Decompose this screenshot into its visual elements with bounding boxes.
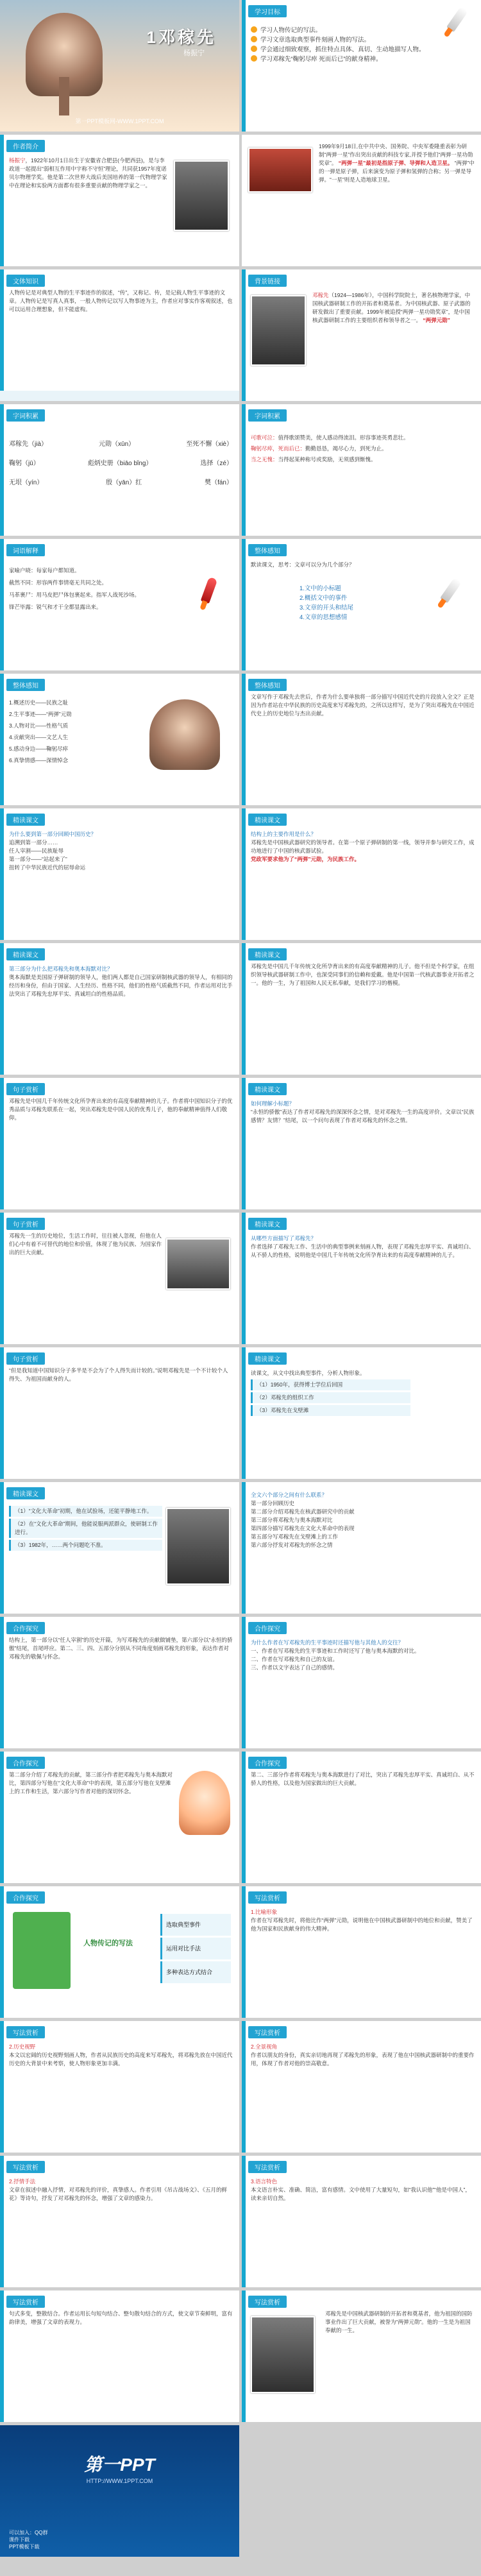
slide-tag: 精读课文 <box>248 814 287 826</box>
slide-stripe <box>242 2156 246 2287</box>
writing-content <box>251 2043 475 2068</box>
slide-stripe <box>0 1752 4 1883</box>
vocab-word: 樊（fán） <box>205 479 233 486</box>
slide-explore-1[interactable] <box>0 1617 239 1748</box>
slide-stripe <box>0 943 4 1075</box>
explore-item: 一、作者在写邓稼先的生平事迹和工作时还写了他与奥本海默的对比。 <box>251 1648 420 1654</box>
hint-item: 3.文章的开头和结尾 <box>300 604 353 611</box>
reading-item: 任人宰割——民族耻辱 <box>9 848 64 854</box>
slide-stripe <box>242 1752 246 1883</box>
writing-content <box>9 2178 233 2203</box>
slide-explore-2[interactable] <box>242 1617 481 1748</box>
slide-stripe <box>242 1347 246 1479</box>
vocab-rows <box>9 435 233 493</box>
genre-text: 人物传记是对典型人物的生平事迹作的叙述，“传”，又称记、传，是记载人物生平事迹的文章。人物传记是写真人真事，一般人物传记以写人物事迹为主，作者应对事实作客观叙述，也可以运用合理想象，但不能虚构。 <box>9 289 233 312</box>
vocab-word: 殷（yān）红 <box>106 479 142 486</box>
reading-content <box>251 830 475 864</box>
slide-footer-bar <box>0 391 239 401</box>
explore-text: 结构上，第一部分以“任人宰割”的历史开篇，为写邓稼先的贡献做铺垫，第六部分以“永恒的骄傲”结尾，首尾呼应。第二、三、四、五部分分别从不同角度刻画邓稼先的形象，表达作者对邓稼先的敬佩与怀念。 <box>9 1637 233 1660</box>
slide-tag: 写法赏析 <box>248 2161 287 2173</box>
slide-tag: 合作探究 <box>248 1757 287 1769</box>
explore-question: 为什么作者在写邓稼先的生平事迹时还描写他与其他人的交往？ <box>251 1639 404 1646</box>
vocab-word: 无垠（yín） <box>9 479 44 486</box>
slide-tag: 精读课文 <box>248 1352 287 1365</box>
vocab-defs <box>251 432 475 465</box>
event-item: （3）1982年，……两个问题吃不准。 <box>9 1540 162 1551</box>
slide-tag: 精读课文 <box>248 1218 287 1230</box>
sentence-text: 邓稼先是中国几千年传统文化所孕育出来的有高度奉献精神的儿子。作者将中国知识分子的优秀品质与邓稼先联系在一起，突出邓稼先是中国人民的优秀儿子，他的奉献精神值得人们敬仰。 <box>9 1098 233 1121</box>
writing-text: 文章在叙述中融入抒情，对邓稼先的评价，真挚感人。作者引用《吊古战场文》、《五月的鲜花》等诗句，抒发了对邓稼先的怀念，增强了文章的感染力。 <box>9 2187 228 2201</box>
ad-line: PPT模板下载 <box>9 2544 40 2550</box>
objective-item: 学习人物传记的写法。 <box>260 27 322 34</box>
explore-text: 第二、三部分作者将邓稼先与奥本海默进行了对比，突出了邓稼先忠厚平实、真诚坦白、从不骄人的性格，以及他为国家做出的巨大贡献。 <box>251 1771 475 1786</box>
slide-stripe <box>0 539 4 670</box>
reading-content <box>251 1369 410 1418</box>
vocab-word: 彪炳史册（biāo bǐng） <box>87 460 153 467</box>
slide-overview-2[interactable] <box>0 674 239 805</box>
slide-tag: 合作探究 <box>6 1891 45 1904</box>
slide-structure-question[interactable] <box>242 1482 481 1614</box>
diagram-item: 运用对比手法 <box>160 1938 231 1959</box>
mushroom-cloud-image <box>179 1771 230 1835</box>
vocab-def: 当得起某种称号或奖励，无须感到惭愧。 <box>278 456 376 463</box>
slide-ad[interactable] <box>0 2425 239 2557</box>
deng-photo <box>166 1508 230 1585</box>
slide-sentence-2[interactable] <box>0 1213 239 1344</box>
reading-item: 第一部分——“站起来了” <box>9 856 67 862</box>
slide-stripe <box>0 1213 4 1344</box>
objectives-list <box>251 26 475 64</box>
section-item: 6.真挚情感——深情悼念 <box>9 757 69 763</box>
slide-tag: 句子赏析 <box>6 1218 45 1230</box>
background-text-2: “两弹”中的一弹是原子弹，后来演变为原子弹和氢弹的合称；另一弹是导弹。“一星”则是人造地球卫星。 <box>319 160 475 183</box>
bullet-icon <box>251 36 257 42</box>
slide-stripe <box>242 808 246 940</box>
vocab-def: 值得歌颂赞美，使人感动得流泪。形容事迹英勇悲壮。 <box>278 434 409 441</box>
slide-stripe <box>242 674 246 805</box>
writing-text: 邓稼先是中国核武器研制的开拓者和奠基者，他为祖国的国防事业作出了巨大贡献，被誉为“两弹元勋”。他的一生是为祖国奉献的一生。 <box>325 2310 473 2333</box>
overview-question: 默读课文，思考：文章可以分为几个部分？ <box>251 561 355 568</box>
writing-title: 1.比喻形象 <box>251 1909 278 1915</box>
ad-line: 课件下载 <box>9 2537 30 2543</box>
slide-author-intro[interactable] <box>0 135 239 266</box>
reading-answer: 追溯到第一部分…… <box>9 839 58 846</box>
slide-objectives[interactable] <box>242 0 481 132</box>
slide-explore-5[interactable] <box>0 1886 239 2018</box>
slide-overview-1[interactable] <box>242 539 481 670</box>
slide-word-explain[interactable] <box>0 539 239 670</box>
writing-title: 2.历史视野 <box>9 2043 36 2050</box>
hint-item: 2.概括文中的事件 <box>300 595 348 602</box>
diagram-item: 选取典型事件 <box>160 1914 231 1936</box>
slide-tag: 合作探究 <box>248 1622 287 1634</box>
ad-line: 可以加入：QQ群 <box>9 2530 48 2536</box>
word-explain-item: 家喻户晓：每家每户都知道。 <box>9 567 80 574</box>
slide-sentence-3[interactable] <box>0 1347 239 1479</box>
deng-bio-text: （1924—1986年），中国科学院院士，著名核物理学家，中国核武器研制工作的开拓者和奠基者。为中国核武器、原子武器的研发做出了重要贡献。1999年被追授“两弹一星功勋奖章”，是中国核武器研制工作的主要组织者和领导者之一。 <box>312 292 471 323</box>
slide-tag: 合作探究 <box>6 1757 45 1769</box>
slide-tag: 字词积累 <box>6 409 45 422</box>
vocab-term: 可歌可泣： <box>251 434 278 441</box>
slide-reading-1[interactable] <box>0 808 239 940</box>
overview-hints <box>300 584 417 622</box>
slide-title-text: 1邓稼先 <box>146 28 216 47</box>
diagram-item: 多种表达方式结合 <box>160 1961 231 1983</box>
structure-item: 第一部分回顾历史 <box>251 1500 295 1506</box>
reading-question: 如何理解小标题？ <box>251 1100 295 1107</box>
slide-author: 杨振宁 <box>183 49 205 57</box>
slide-stripe <box>242 2021 246 2153</box>
reading-text: “永恒的骄傲”表达了作者对邓稼先的深深怀念之情，是对邓稼先一生的高度评价。文章以“民族感情？友情？”结尾，以一个问句表现了作者对邓稼先的怀念之情。 <box>251 1109 475 1123</box>
slide-stripe <box>0 2290 4 2422</box>
reading-text: 作者选择了邓稼先工作、生活中的典型事例来刻画人物，表现了邓稼先忠厚平实、真诚坦白、从不骄人的性格，说明他是中国几千年传统文化所孕育出来的有高度奉献精神的儿子。 <box>251 1243 475 1258</box>
slide-stripe <box>0 2156 4 2287</box>
slide-tag: 句子赏析 <box>6 1083 45 1095</box>
author-photo <box>174 160 229 231</box>
section-item: 2.生平事迹——“两弹”元勋 <box>9 711 72 717</box>
structure-item: 第三部分将邓稼先与奥本海默对比 <box>251 1517 333 1523</box>
slide-tag: 合作探究 <box>6 1622 45 1634</box>
slide-stripe <box>242 404 246 536</box>
slide-tag: 文体知识 <box>6 275 45 287</box>
hint-item: 1.文中的小标题 <box>300 585 341 592</box>
structure-content <box>251 1491 475 1549</box>
slide-tag: 背景链接 <box>248 275 287 287</box>
slide-stripe <box>0 404 4 536</box>
explore-item: 三、作者以文字表达了自己的感情。 <box>251 1664 339 1671</box>
structure-item: 第五部分写邓稼先在戈壁滩上的工作 <box>251 1533 339 1540</box>
slide-tag: 写法赏析 <box>248 2026 287 2038</box>
slide-stripe <box>0 269 4 401</box>
slide-stripe <box>242 269 246 401</box>
slide-stripe <box>242 1213 246 1344</box>
slide-tag: 写法赏析 <box>6 2026 45 2038</box>
word-explain-item: 马革裹尸：用马皮把尸体包裹起来。指军人战死沙场。 <box>9 592 140 598</box>
slide-explore-4[interactable] <box>242 1752 481 1883</box>
slide-writing-4[interactable] <box>0 2156 239 2287</box>
slide-tag: 整体感知 <box>248 544 287 556</box>
reading-text: 奥本海默是美国原子弹研制的领导人，他们两人都是自己国家研制核武器的领导人，有相同的经历和身份，但由于国家、人生经历、性格不同，他们的性格气质截然不同，作者运用对比手法突出了邓稼先忠厚平实、真诚坦白的性格品质。 <box>9 974 233 997</box>
section-item: 3.人物对比——性格气质 <box>9 722 69 729</box>
deng-bio <box>312 291 475 325</box>
ceremony-photo <box>248 148 312 192</box>
reading-text: 邓稼先是中国核武器研究的领导者。在第一个原子弹研制的第一线，领导并参与研究工作，成功地进行了中国的核武器试验。 <box>251 839 475 854</box>
objective-item: 学习邓稼先“鞠躬尽瘁 死而后已”的献身精神。 <box>260 56 382 63</box>
rocket-icon <box>440 577 462 604</box>
explore-content <box>251 1639 475 1672</box>
slide-stripe <box>0 1886 4 2018</box>
slide-title[interactable] <box>0 0 239 132</box>
slide-vocab-2[interactable] <box>242 404 481 536</box>
slide-tag: 精读课文 <box>248 1083 287 1095</box>
slide-tag: 字词积累 <box>248 409 287 422</box>
reading-question: 从哪些方面描写了邓稼先？ <box>251 1235 317 1241</box>
slide-reading-3[interactable] <box>0 943 239 1075</box>
slide-tag: 写法赏析 <box>248 2296 287 2308</box>
author-intro-text <box>9 157 169 190</box>
ad-logo: 第一PPT <box>84 2455 155 2475</box>
writing-text: 作者以朋友的身份，真实亲切地再现了邓稼先的形象，表现了他在中国核武器研制中的重要作用，体现了作者对他的崇高敬意。 <box>251 2052 475 2067</box>
deng-photo <box>251 2316 315 2393</box>
slide-sentence-1[interactable] <box>0 1078 239 1209</box>
slide-stripe <box>0 1078 4 1209</box>
slide-writing-3[interactable] <box>242 2021 481 2153</box>
slide-stripe <box>0 674 4 805</box>
vocab-term: 鞠躬尽瘁，死而后已： <box>251 445 306 452</box>
bullet-icon <box>251 46 257 52</box>
ad-lines <box>9 2529 47 2550</box>
bullet-icon <box>251 26 257 33</box>
section-item: 4.贡献突出——文艺人生 <box>9 734 69 740</box>
rocket-icon <box>201 577 218 604</box>
slide-stripe <box>242 943 246 1075</box>
slide-tag: 精读课文 <box>6 814 45 826</box>
slide-reading-7[interactable] <box>242 1347 481 1479</box>
slide-tag: 写法赏析 <box>248 1891 287 1904</box>
reading-content <box>9 830 233 872</box>
slide-background-2[interactable] <box>242 269 481 401</box>
overview-text: 文章写作于邓稼先去世后，作者为什么要单独将一部分描写中国近代史的片段放入全文？正是因为作者站在中华民族的历史高度来写邓稼先的，之所以这样写，是为了突出邓稼先在中国近代史上的历史地位与杰出贡献。 <box>251 694 475 717</box>
hint-item: 4.文章的思想感情 <box>300 614 348 621</box>
structure-item: 第四部分描写邓稼先在文化大革命中的表现 <box>251 1525 355 1531</box>
slide-background-1[interactable] <box>242 135 481 266</box>
vocab-word: 至死不懈（xiè） <box>186 441 233 448</box>
structure-question: 全文六个部分之间有什么联系？ <box>251 1492 328 1498</box>
writing-title: 3.语言特色 <box>251 2178 278 2185</box>
slide-reading-2[interactable] <box>242 808 481 940</box>
writing-content <box>251 1908 475 1933</box>
slide-stripe <box>242 1078 246 1209</box>
slide-tag: 整体感知 <box>248 679 287 691</box>
slide-stripe <box>242 539 246 670</box>
event-item: （2）在“文化大革命”期间，他能说服两派群众，使研制工作进行。 <box>9 1519 162 1538</box>
vocab-word: 选择（zé） <box>200 460 233 467</box>
slide-stripe <box>0 1347 4 1479</box>
slide-stripe <box>242 2290 246 2422</box>
slide-reading-4[interactable] <box>242 943 481 1075</box>
reading-content <box>9 965 233 998</box>
slide-tag: 作者简介 <box>6 140 45 152</box>
writing-text: 本文语言朴实、准确、简洁，富有感情。文中使用了大量短句，如“我认识他”“他是中国人”，读来亲切自然。 <box>251 2187 471 2201</box>
slide-tag: 精读课文 <box>6 948 45 960</box>
writing-text: 作者在写邓稼先时，将他比作“两弹”元勋，说明他在中国核武器研制中的地位和贡献，赞美了他为国家和民族献身的伟大精神。 <box>251 1917 473 1932</box>
diagram-center: 人物传记的写法 <box>83 1940 133 1947</box>
slide-stripe <box>242 1886 246 2018</box>
slide-tag: 词语解释 <box>6 544 45 556</box>
slide-tag: 句子赏析 <box>6 1352 45 1365</box>
vocab-term: 当之无愧： <box>251 456 278 463</box>
structure-item: 第六部分抒发对邓稼先的怀念之情 <box>251 1542 333 1548</box>
word-explain-list <box>9 565 181 613</box>
reading-content <box>9 1504 162 1553</box>
reading-question: 结构上的主要作用是什么？ <box>251 831 317 837</box>
slide-stripe <box>242 1482 246 1614</box>
vocab-word: 元勋（xūn） <box>99 441 135 448</box>
slide-stripe <box>0 808 4 940</box>
slide-stripe <box>0 1482 4 1614</box>
section-item: 1.概述历史——民族之耻 <box>9 699 69 706</box>
bullet-icon <box>251 55 257 62</box>
reading-content <box>251 1234 475 1259</box>
explore-item: 二、作者在写邓稼先和自己的友谊。 <box>251 1656 339 1662</box>
slide-writing-5[interactable] <box>242 2156 481 2287</box>
writing-content <box>9 2043 233 2068</box>
objective-item: 学习文章选取典型事件刻画人物的写法。 <box>260 37 371 44</box>
slide-tag: 整体感知 <box>6 679 45 691</box>
reading-highlight: 党政军要求他为了“两弹”元勋，为民族工作。 <box>251 856 360 862</box>
slide-writing-1[interactable] <box>242 1886 481 2018</box>
deng-photo <box>251 295 306 366</box>
historic-photo <box>166 1238 230 1290</box>
diagram-right <box>160 1912 231 1985</box>
slide-stripe <box>0 135 4 266</box>
slide-tag: 精读课文 <box>248 948 287 960</box>
ad-url[interactable]: HTTP://WWW.1PPT.COM <box>86 2478 153 2484</box>
vocab-word: 邓稼先（jià） <box>9 441 48 448</box>
reading-content <box>251 1100 475 1125</box>
writing-title: 2.抒情手法 <box>9 2178 36 2185</box>
slide-reading-6[interactable] <box>242 1213 481 1344</box>
slide-reading-5[interactable] <box>242 1078 481 1209</box>
reading-text: 邓稼先是中国几千年传统文化所孕育出来的有高度奉献精神的儿子。他不但是个科学家，在组织领导核武器研制工作中，也深受同事们的信赖和爱戴。他是中国第一代核武器事业开拓者之一。他的一生，为了祖国和人民无私奉献，是我们学习的楷模。 <box>251 963 475 986</box>
event-item: （3）邓稼先在戈壁滩 <box>251 1405 410 1416</box>
section-item: 5.感动身边——鞠躬尽瘁 <box>9 746 69 752</box>
writing-content <box>251 2178 475 2203</box>
slide-stripe <box>242 1617 246 1748</box>
writing-text: 本文以宏阔的历史视野刻画人物，作者从民族历史的高度来写邓稼先，将邓稼先放在中国近代历史的大背景中来考察，使人物形象更加丰满。 <box>9 2052 233 2067</box>
slide-footer-link[interactable]: 第一PPT模板网-WWW.1PPT.COM <box>75 118 164 124</box>
slide-tag: 学习目标 <box>248 5 287 17</box>
cloud-stem <box>59 77 69 115</box>
slide-writing-6[interactable] <box>0 2290 239 2422</box>
reading-item: 扭转了中华民族近代的屈辱命运 <box>9 864 86 871</box>
section-list <box>9 697 143 766</box>
background-text-1: 1999年9月18日,在中共中央、国务院、中央军委隆重表彰为研制“两弹一星”作出突出贡献的科技专家,并授予他们“两弹一星功勋奖章”。 <box>319 143 473 166</box>
word-explain-item: 锋芒毕露：锐气和才干全都显露出来。 <box>9 604 102 610</box>
event-item: （1）“文化大革命”初期，他在试验场，还能平静地工作。 <box>9 1506 162 1517</box>
writing-title: 2.全景视角 <box>251 2043 278 2050</box>
vocab-def: 勤勤恳恳，竭尽心力，到死为止。 <box>305 445 387 452</box>
deng-title-highlight: “两弹元勋” <box>423 317 450 323</box>
background-text <box>319 142 475 184</box>
vocab-word: 鞠躬（jū） <box>9 460 40 467</box>
author-intro-body: ，1922年10月1日出生于安徽省合肥县(今肥西县)，是与李政道一起提出“弱相互作用中宇称不守恒”理论，共同获1957年度诺贝尔物理学奖。他是第二次世界大战后美国培养的第一代物理学家中在理论和实验两方面都有很多重要贡献的物理学家之一。 <box>9 157 167 189</box>
slide-stripe <box>0 1617 4 1748</box>
event-item: （2）邓稼先的组织工作 <box>251 1392 410 1403</box>
slide-tag: 写法赏析 <box>6 2161 45 2173</box>
reading-text: 读课文，从文中找出典型事件，分析人物形象。 <box>251 1370 366 1376</box>
diagram-left-box <box>13 1912 71 1989</box>
objective-item: 学会通过细致观察，抓住特点具体、真切、生动地描写人物。 <box>260 46 425 53</box>
slide-vocab-1[interactable] <box>0 404 239 536</box>
word-explain-item: 截然不同：形容两件事情毫无共同之处。 <box>9 579 108 586</box>
slide-tag: 写法赏析 <box>6 2296 45 2308</box>
slide-tag: 精读课文 <box>6 1487 45 1499</box>
slide-stripe <box>242 0 246 132</box>
mushroom-cloud-image <box>149 699 220 770</box>
background-highlight: “两弹一星”最初是指原子弹、导弹和人造卫星。 <box>338 160 453 166</box>
explore-text: 第二部分介绍了邓稼先的贡献，第三部分作者把邓稼先与奥本海默对比，第四部分写他在“文化大革命”中的表现，第五部分写他在戈壁滩上的工作和生活，第六部分写作者对他的深切怀念。 <box>9 1771 173 1795</box>
author-name: 杨振宁 <box>9 157 26 164</box>
reading-question: 第三部分为什么把邓稼先和奥本海默对比？ <box>9 966 113 972</box>
writing-text: 句式多变，整散结合。作者运用长句短句结合、整句散句结合的方式，使文章节奏鲜明，富有韵律美，增强了文章的表现力。 <box>9 2310 233 2325</box>
deng-name: 邓稼先 <box>312 292 329 298</box>
event-item: （1）1950年，获得博士学位后回国 <box>251 1379 410 1390</box>
slide-genre[interactable] <box>0 269 239 401</box>
slide-writing-7[interactable] <box>242 2290 481 2422</box>
sentence-text: “但是我知道中国知识分子多半是不会为了个人得失而计较的。”说明邓稼先是一个不计较个人得失、为祖国而献身的人。 <box>9 1367 228 1382</box>
reading-question: 为什么要到第一部分回顾中国历史？ <box>9 831 97 837</box>
structure-item: 第二部分介绍邓稼先在核武器研究中的贡献 <box>251 1508 355 1515</box>
slide-reading-8[interactable] <box>0 1482 239 1614</box>
sentence-text: 邓稼先一生的历史地位，生活工作时，往往被人忽视，但他在人们心中有着不可替代的地位和价值，体现了他为民族、为国家作出的巨大贡献。 <box>9 1233 162 1256</box>
slide-overview-3[interactable] <box>242 674 481 805</box>
slide-writing-2[interactable] <box>0 2021 239 2153</box>
slide-explore-3[interactable] <box>0 1752 239 1883</box>
slide-stripe <box>0 2021 4 2153</box>
